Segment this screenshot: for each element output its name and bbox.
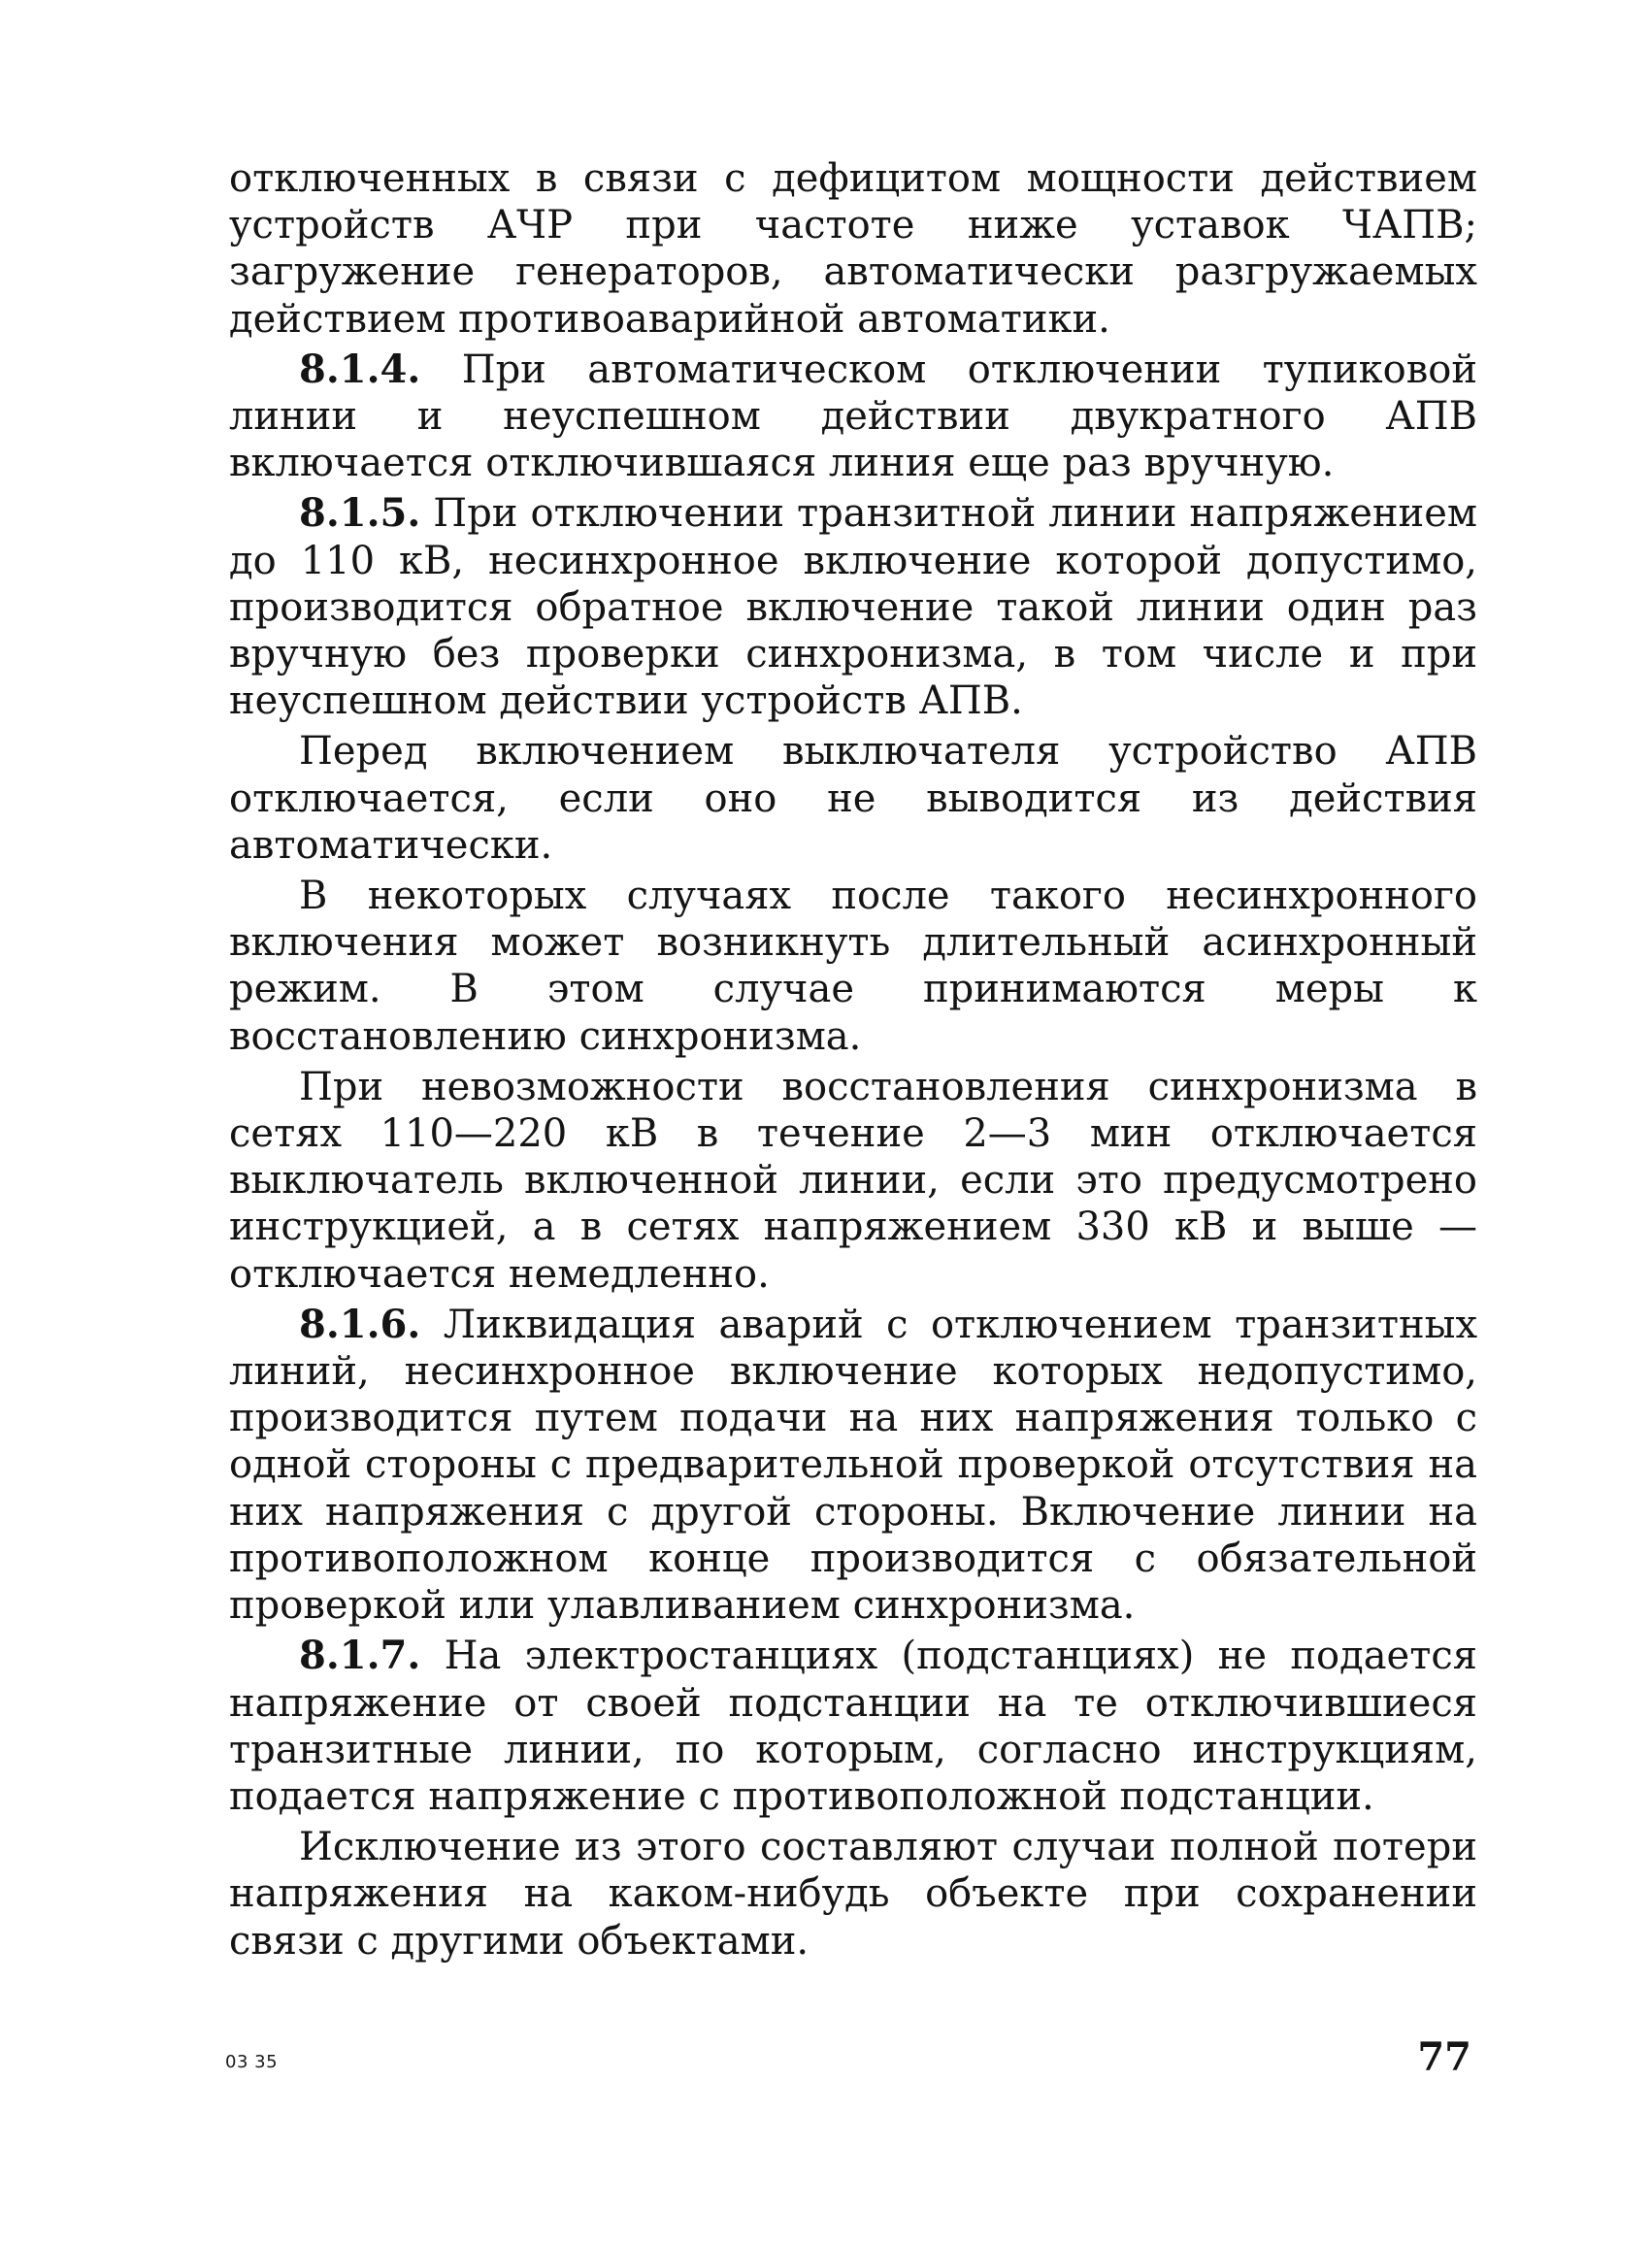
- print-signature-code: 03 35: [225, 2052, 279, 2072]
- clause-8-1-6: [229, 1302, 1477, 1629]
- clause-8-1-4: [229, 347, 1477, 487]
- clause-text: При автоматическом отключении тупиковой линии и неуспешном действии двукратного АПВ включается отключившаяся линия еще раз вручную.: [229, 347, 1477, 486]
- clause-text: При отключении транзитной линии напряжением до 110 кВ, несинхронное включение которой допустимо, производится обратное включение такой линии один раз вручную без проверки синхронизма, в том числе и при неуспешном действии устройств АПВ.: [229, 491, 1477, 724]
- page-number: 77: [1417, 2034, 1471, 2080]
- page-body: [229, 155, 1477, 1965]
- clause-number: 8.1.5.: [299, 490, 421, 537]
- paragraph-continued: отключенных в связи с дефицитом мощности действием устройств АЧР при частоте ниже уставок ЧАПВ; загружение генераторов, автоматически разгружаемых действием противоаварийной автоматики.: [229, 156, 1477, 342]
- paragraph-async-mode: В некоторых случаях после такого несинхронного включения может возникнуть длительный асинхронный режим. В этом случае принимаются меры к восстановлению синхронизма.: [229, 874, 1477, 1059]
- paragraph-sync-restore: При невозможности восстановления синхронизма в сетях 110—220 кВ в течение 2—3 мин отключается выключатель включенной линии, если это предусмотрено инструкцией, а в сетях напряжением 330 кВ и выше — отключается немедленно.: [229, 1064, 1477, 1297]
- clause-8-1-5: [229, 490, 1477, 724]
- clause-number: 8.1.7.: [299, 1633, 421, 1679]
- clause-text: На электростанциях (подстанциях) не подается напряжение от своей подстанции на те отключившиеся транзитные линии, по которым, согласно инструкциям, подается напряжение с противоположной подстанции.: [229, 1634, 1477, 1819]
- clause-8-1-7: [229, 1633, 1477, 1820]
- paragraph-exception: Исключение из этого составляют случаи полной потери напряжения на каком-нибудь объекте при сохранении связи с другими объектами.: [229, 1825, 1477, 1964]
- clause-text: Ликвидация аварий с отключением транзитных линий, несинхронное включение которых недопустимо, производится путем подачи на них напряжения только с одной стороны с предварительной проверкой отсутствия на них напряжения с другой стороны. Включение линии на противоположном конце производится с обязательной проверкой или улавливанием синхронизма.: [229, 1302, 1477, 1629]
- paragraph-apv-disable: Перед включением выключателя устройство АПВ отключается, если оно не выводится из действия автоматически.: [229, 729, 1477, 868]
- clause-number: 8.1.6.: [299, 1301, 421, 1347]
- clause-number: 8.1.4.: [299, 346, 421, 392]
